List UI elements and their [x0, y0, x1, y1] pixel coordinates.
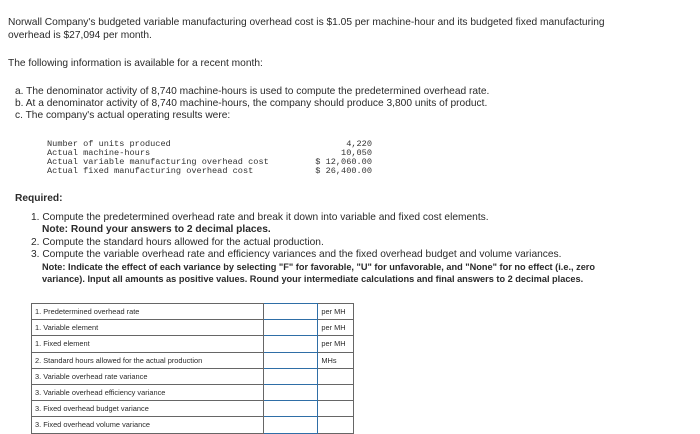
answer-input[interactable]: [263, 336, 318, 352]
question-3-note-2: variance). Input all amounts as positive values. Round your intermediate calculations and final answers to 2 decimal places.: [42, 274, 584, 284]
answer-input-value[interactable]: [264, 417, 318, 432]
answer-row: [32, 320, 354, 336]
results-value: $ 26,400.00: [315, 166, 372, 176]
answer-row: [32, 368, 354, 384]
answer-table: [31, 303, 354, 434]
intro-line-2: overhead is $27,094 per month.: [8, 30, 152, 41]
answer-row-label: 1. Predetermined overhead rate: [32, 304, 264, 320]
answer-row-label: 3. Fixed overhead volume variance: [32, 417, 264, 433]
answer-input-value[interactable]: [264, 385, 318, 400]
answer-unit: [318, 401, 354, 417]
fact-b: b. At a denominator activity of 8,740 machine-hours, the company should produce 3,800 units of product.: [15, 98, 488, 109]
answer-row-label: 3. Variable overhead efficiency variance: [32, 384, 264, 400]
answer-row: [32, 304, 354, 320]
answer-unit: per MH: [318, 304, 354, 320]
required-heading: Required:: [15, 193, 63, 204]
results-value: 4,220: [346, 139, 372, 149]
question-3: 3. Compute the variable overhead rate and efficiency variances and the fixed overhead budget and volume variances.: [31, 249, 562, 260]
answer-input-value[interactable]: [264, 304, 318, 319]
answer-input-value[interactable]: [264, 353, 318, 368]
answer-input[interactable]: [263, 320, 318, 336]
info-heading: The following information is available for a recent month:: [8, 58, 263, 69]
answer-input-value[interactable]: [264, 336, 318, 351]
answer-row: [32, 384, 354, 400]
answer-row: [32, 401, 354, 417]
answer-row-label: 3. Fixed overhead budget variance: [32, 401, 264, 417]
answer-input[interactable]: [263, 384, 318, 400]
answer-input[interactable]: [263, 304, 318, 320]
answer-input-value[interactable]: [264, 369, 318, 384]
question-1-note: Note: Round your answers to 2 decimal places.: [42, 224, 271, 235]
answer-unit: [318, 417, 354, 433]
answer-input[interactable]: [263, 401, 318, 417]
results-label: Actual variable manufacturing overhead cost: [47, 157, 269, 167]
answer-row-label: 1. Variable element: [32, 320, 264, 336]
fact-c: c. The company's actual operating results were:: [15, 110, 231, 121]
answer-input-value[interactable]: [264, 401, 318, 416]
answer-unit: per MH: [318, 336, 354, 352]
fact-a: a. The denominator activity of 8,740 machine-hours is used to compute the predetermined overhead rate.: [15, 86, 490, 97]
answer-input[interactable]: [263, 352, 318, 368]
intro-line-1: Norwall Company's budgeted variable manufacturing overhead cost is $1.05 per machine-hour and its budgeted fixed manufacturing: [8, 17, 605, 28]
answer-input[interactable]: [263, 417, 318, 433]
answer-unit: [318, 368, 354, 384]
answer-input[interactable]: [263, 368, 318, 384]
answer-unit: per MH: [318, 320, 354, 336]
question-2: 2. Compute the standard hours allowed for the actual production.: [31, 237, 324, 248]
question-1: 1. Compute the predetermined overhead rate and break it down into variable and fixed cost elements.: [31, 212, 489, 223]
results-label: Actual machine-hours: [47, 148, 151, 158]
answer-row-label: 2. Standard hours allowed for the actual production: [32, 352, 264, 368]
answer-unit: [318, 384, 354, 400]
answer-input-value[interactable]: [264, 320, 318, 335]
answer-row: [32, 336, 354, 352]
question-3-note-1: Note: Indicate the effect of each variance by selecting "F" for favorable, "U" for unfavorable, and "None" for no effect (i.e., zero: [42, 262, 595, 272]
results-label: Actual fixed manufacturing overhead cost: [47, 166, 254, 176]
answer-row-label: 1. Fixed element: [32, 336, 264, 352]
results-value: 10,050: [341, 148, 372, 158]
answer-unit: MHs: [318, 352, 354, 368]
answer-row: [32, 417, 354, 433]
answer-row: [32, 352, 354, 368]
results-label: Number of units produced: [47, 139, 171, 149]
results-value: $ 12,060.00: [315, 157, 372, 167]
answer-row-label: 3. Variable overhead rate variance: [32, 368, 264, 384]
